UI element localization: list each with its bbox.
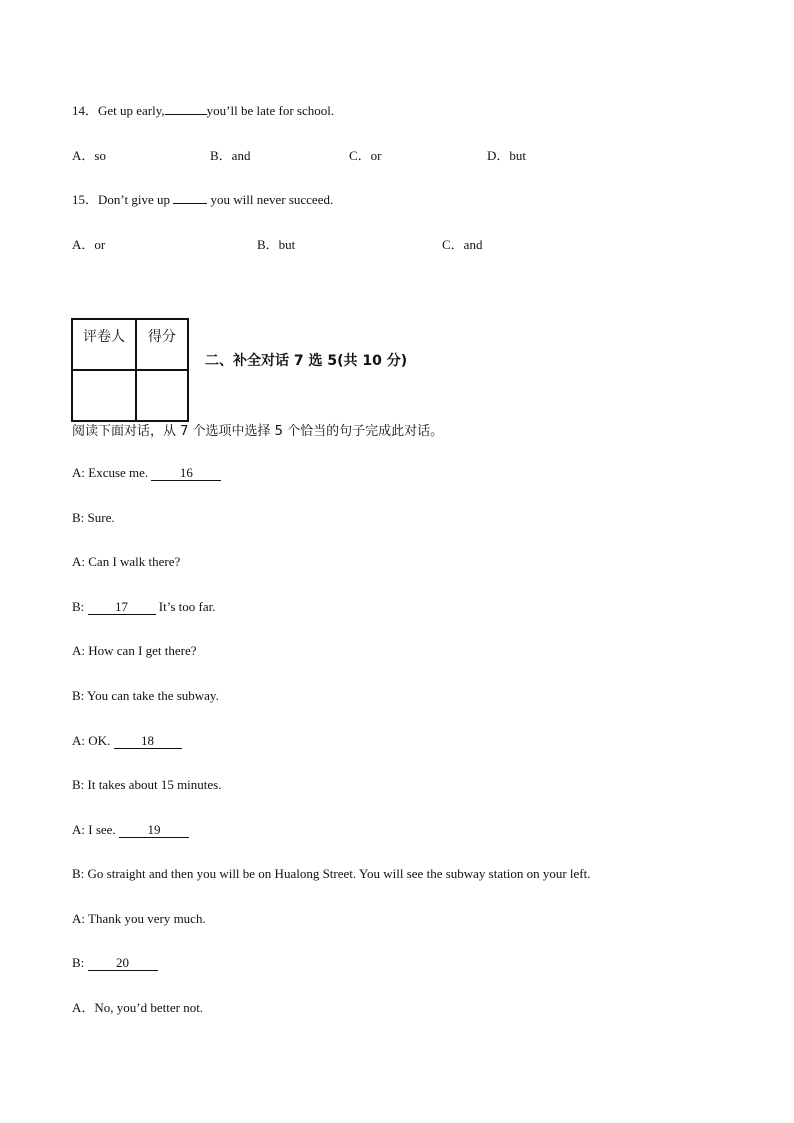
dialogue-line xyxy=(72,777,221,793)
dialogue-blank-19: 19 xyxy=(119,823,189,838)
dialogue-line xyxy=(72,733,182,749)
question-15-option-a: A．or xyxy=(72,237,106,252)
score-table-grader-cell xyxy=(72,370,136,421)
question-15-text-before: 15．Don’t give up xyxy=(72,192,170,207)
dialogue-line-text: B: You can take the subway. xyxy=(72,688,219,703)
dialogue-line-text: B: It takes about 15 minutes. xyxy=(72,777,222,792)
question-15-blank xyxy=(173,203,207,204)
score-table-score-cell xyxy=(136,370,188,421)
question-14-blank xyxy=(165,114,207,115)
dialogue-line xyxy=(72,822,189,838)
dialogue-line xyxy=(72,465,221,481)
dialogue-blank-17: 17 xyxy=(88,600,156,615)
dialogue-line xyxy=(72,688,219,704)
dialogue-line-text: A: How can I get there? xyxy=(72,643,197,658)
question-14-option-d: D．but xyxy=(487,148,527,163)
section-instruction: 阅读下面对话，从 7 个选项中选择 5 个恰当的句子完成此对话。 xyxy=(72,424,444,439)
score-table xyxy=(71,318,189,422)
question-14-option-c: C．or xyxy=(349,148,382,163)
question-15-stem xyxy=(72,192,333,208)
question-15-option-b: B．but xyxy=(257,237,296,252)
dialogue-line-text-after: It’s too far. xyxy=(158,599,216,614)
dialogue-line-text: A: OK. xyxy=(72,733,111,748)
dialogue-line-text: A: Thank you very much. xyxy=(72,911,206,926)
score-table-grader-header: 评卷人 xyxy=(72,319,136,370)
dialogue-blank-16: 16 xyxy=(151,466,221,481)
question-15-option-c: C．and xyxy=(442,237,483,252)
question-14-text-before: 14．Get up early, xyxy=(72,103,165,118)
score-table-score-header: 得分 xyxy=(136,319,188,370)
dialogue-line xyxy=(72,911,206,927)
dialogue-line xyxy=(72,643,197,659)
section-title: 二、补全对话 7 选 5(共 10 分) xyxy=(205,353,408,369)
dialogue-line-text: A: I see. xyxy=(72,822,116,837)
answer-option-a: A．No, you’d better not. xyxy=(72,1000,204,1015)
question-15-text-after: you will never succeed. xyxy=(210,192,334,207)
dialogue-line-text: B: Go straight and then you will be on Hualong Street. You will see the subway station on your left. xyxy=(72,866,591,881)
question-14-option-b: B．and xyxy=(210,148,251,163)
dialogue-line xyxy=(72,955,158,971)
question-14-option-a: A．so xyxy=(72,148,106,163)
dialogue-line-text: A: Excuse me. xyxy=(72,465,149,480)
dialogue-line-text: B: Sure. xyxy=(72,510,115,525)
dialogue-line-text: A: Can I walk there? xyxy=(72,554,181,569)
dialogue-line xyxy=(72,599,215,615)
dialogue-blank-18: 18 xyxy=(114,734,182,749)
dialogue-line-text: B: xyxy=(72,955,85,970)
dialogue-line xyxy=(72,510,115,526)
dialogue-line xyxy=(72,866,591,882)
dialogue-blank-20: 20 xyxy=(88,956,158,971)
question-14-stem xyxy=(72,103,334,119)
dialogue-line-text: B: xyxy=(72,599,85,614)
question-14-text-after: you’ll be late for school. xyxy=(206,103,335,118)
dialogue-line xyxy=(72,554,180,570)
